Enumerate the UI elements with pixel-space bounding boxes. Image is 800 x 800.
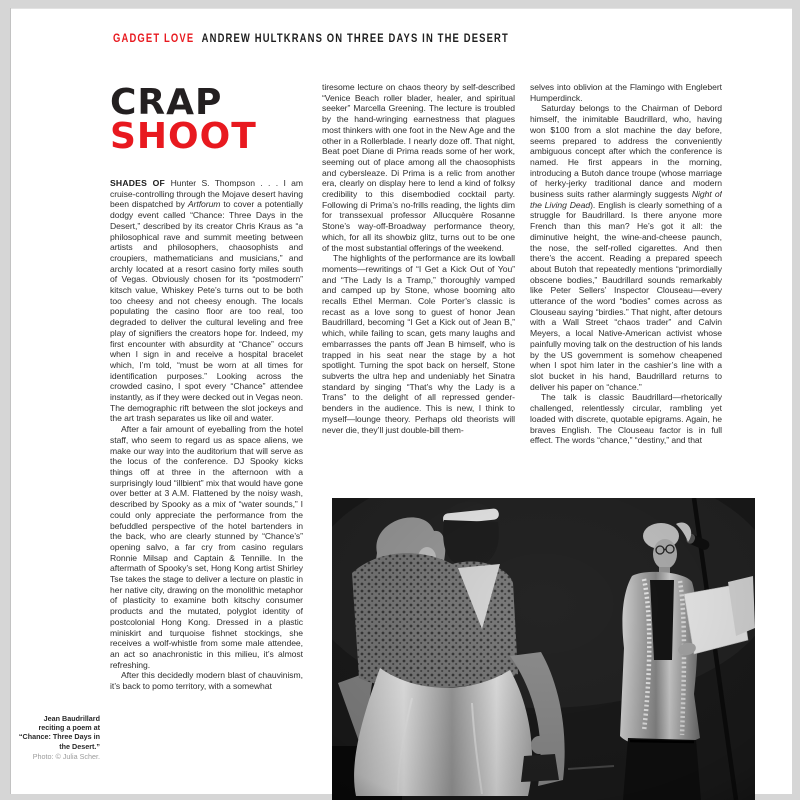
text-column-3: [530, 82, 722, 492]
article-paragraph: tiresome lecture on chaos theory by self-described “Venice Beach roller blader, healer, and spiritual seeker” Marcella Greening. The lecture is troubled by the hand-wringing earnestness that plagues most thinkers with one foot in the New Age and the other in a Rollerblade. I nearly doze off. That night, Beat poet Diane di Prima reads some of her work, seeming out of place among all the chaosophists and cybersleaze. Di Prima is a relic from another era, clearly on display here to lend a kind of folksy credibility to this disembodied cocktail party. Following di Prima’s no-frills reading, the lights dim for transsexual professor Allucquère Rosanne Stone’s way-off-Broadway performance theory, which, for all its showbiz glitz, turns out to be one of the most substantial offerings of the weekend.: [322, 82, 515, 253]
article-paragraph: The talk is classic Baudrillard—rhetorically challenged, relentlessly circular, rambling yet loaded with discrete, quotable epigrams. Again, he braves English. The Clouseau factor is in full effect. The words “chance,” “destiny,” and that: [530, 392, 722, 446]
magazine-page: [10, 8, 792, 794]
text-column-2: [322, 82, 515, 490]
stage-photo-illustration: [332, 498, 755, 800]
article-title-line1: CRAP: [110, 82, 223, 123]
article-paragraph: The highlights of the performance are its lowball moments—rewritings of “I Get a Kick Out of You” and “The Lady Is a Tramp,” thoroughly vamped and camped up by Stone, whose booming alto recalls Ethel Merman. Cole Porter’s classic is recast as a love song to guest of honor Jean Baudrillard, becoming “I Get a Kick out of Jean B,” which, while failing to scan, gets many laughs and embarrasses the pants off Jean B himself, who is trapped in his seat near the stage by a hot spotlight. Turning the spot back on herself, Stone subverts the ultra hep and undeniably het Sinatra standard by singing “That’s why the Lady is a Trans” to the delight of all repressed gender-benders in the audience. This is new, I think to myself—lounge theory. Perhaps old theorists will never die, they’ll just double-bill them-: [322, 253, 515, 435]
stage-photo: [332, 498, 755, 800]
article-paragraph: selves into oblivion at the Flamingo with Englebert Humperdinck.: [530, 82, 722, 103]
article-byline: ANDREW HULTKRANS ON THREE DAYS IN THE DESERT: [201, 33, 509, 45]
article-paragraph: Saturday belongs to the Chairman of Debord himself, the inimitable Baudrillard, who, having won $100 from a slot machine the day before, seems prepared to address the conveniently ambiguous concept after which the conference is named. He first appears in the morning, introducing a Butoh dance troupe (whose marriage of herky-jerky traditional dance and modern business suits rather alarmingly suggests Night of the Living Dead). English is clearly something of a struggle for Baudrillard. Is there anyone more French than this man? He’s got it all: the diminutive height, the wine-and-cheese paunch, the nose, the self-rolled cigarettes. And then there’s the accent. Reading a prepared speech about Butoh that repeatedly mentions “primordially obscene bodies,” Baudrillard sounds remarkably like Peter Sellers’ Inspector Clouseau—every utterance of the word “bodies” comes across as Clouseau saying “birdies.” That night, after detours with a Wall Street “chaos trader” and Calvin Meyers, a local Native-American activist whose painfully moving talk on the destruction of his lands by the US government is somehow cheapened when I spot him later in the cashier’s line with a slot bucket in his hand, Baudrillard returns to deliver his paper on “chance.”: [530, 103, 722, 392]
paragraph-lead-in: SHADES OF: [110, 178, 171, 188]
article-paragraph: After this decidedly modern blast of chauvinism, it’s back to pomo territory, with a somewhat: [110, 670, 303, 692]
photo-credit: Photo: © Julia Scher.: [32, 751, 100, 761]
article-paragraph: SHADES OF Hunter S. Thompson . . . I am cruise-controlling through the Mojave desert having been dispatched by Artforum to cover a potentially dodgy event called “Chance: Three Days in the Desert,” described by its creator Chris Kraus as “a philosophical rave and summit meeting between artists and philosophers, chaosophists and croupiers, mathematicians and musicians,” and archly located at a resort casino forty miles south of Vegas. Obviously chosen for its “postmodern” kitsch value, Whiskey Pete’s turns out to be both too cheesy and not cheesy enough. The locals populating the casino floor are too real, too degraded to deliver the cultural leveling and free play of signifiers the creators hope for. Indeed, my first encounter with absurdity at “Chance” occurs when I sign in and receive a hospital bracelet which, I’m told, “must be worn at all times for identification purposes.” Looking across the crowded casino, I spot every “Chance” attendee instantly, as if they were decked out in Vegas neon. The demographic rift between the slot jockeys and the art trash separates us like oil and water.: [110, 178, 303, 424]
photo-caption-text: Jean Baudrillard reciting a poem at “Chance: Three Days in the Desert.”: [18, 714, 100, 751]
column-masthead: [113, 33, 509, 45]
column-kicker: GADGET LOVE: [113, 33, 195, 45]
article-title-line2: SHOOT: [110, 116, 257, 157]
article-title: [110, 82, 257, 157]
text-column-1: [110, 178, 303, 772]
article-paragraph: After a fair amount of eyeballing from the hotel staff, who seem to regard us as space aliens, we make our way into the auditorium that will serve as the locus of the conference. DJ Spooky kicks things off at three in the afternoon with a surprisingly loud “illbient” mix that would have gone over better at 3 A.M. Flattened by the noisy wash, described by Spooky as a mix of “water sounds,” I could only appreciate the performance from the befuddled perspective of the hotel bartenders in the back, who are clearly stunned by “Chance’s” opening salvo, a far cry from casino regulars Ronnie Milsap and Captain & Tennille. In the aftermath of Spooky’s set, Hong Kong artist Shirley Tse takes the stage to deliver a lecture on plastic in her native city, drawing on the monolithic metaphor of plasticity to examine both kitschy consumer products and the mutated, polyglot identity of postcolonial Hong Kong. Dressed in a plastic miniskirt and turquoise fishnet stockings, she receives a wolf-whistle from some male attendee, an act so anachronistic in this milieu, it’s almost refreshing.: [110, 424, 303, 670]
photo-vignette: [332, 498, 755, 800]
photo-caption: [18, 714, 100, 761]
